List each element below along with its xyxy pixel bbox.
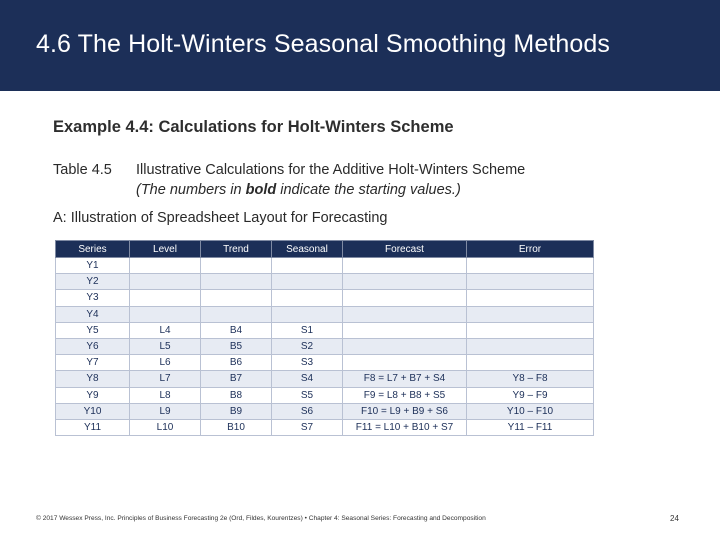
slide-title: 4.6 The Holt-Winters Seasonal Smoothing Methods [36, 30, 610, 58]
cell-level [130, 274, 201, 290]
cell-series: Y9 [56, 387, 130, 403]
table-row [56, 338, 594, 354]
table-label: Table 4.5 [53, 162, 112, 178]
cell-forecast [343, 306, 467, 322]
header-series: Series [56, 241, 130, 258]
cell-seasonal: S6 [272, 403, 343, 419]
cell-seasonal: S2 [272, 338, 343, 354]
cell-trend [201, 274, 272, 290]
cell-seasonal [272, 274, 343, 290]
table-row [56, 419, 594, 435]
cell-seasonal: S1 [272, 322, 343, 338]
cell-trend: B4 [201, 322, 272, 338]
cell-series: Y2 [56, 274, 130, 290]
cell-seasonal: S4 [272, 371, 343, 387]
table-row [56, 290, 594, 306]
table-note-bold: bold [245, 182, 277, 198]
cell-trend: B10 [201, 419, 272, 435]
cell-forecast [343, 290, 467, 306]
section-heading: A: Illustration of Spreadsheet Layout for Forecasting [53, 210, 388, 226]
cell-series: Y4 [56, 306, 130, 322]
cell-error [467, 338, 594, 354]
cell-series: Y5 [56, 322, 130, 338]
footer-citation: © 2017 Wessex Press, Inc. Principles of Business Forecasting 2e (Ord, Fildes, Kourentzes) • Chapter 4: Seasonal Series: Forecasting and Decomposition [36, 515, 486, 522]
cell-forecast [343, 355, 467, 371]
cell-error: Y10 – F10 [467, 403, 594, 419]
cell-error [467, 355, 594, 371]
cell-error [467, 306, 594, 322]
cell-forecast [343, 274, 467, 290]
cell-level: L5 [130, 338, 201, 354]
cell-trend [201, 258, 272, 274]
cell-error: Y11 – F11 [467, 419, 594, 435]
header-seasonal: Seasonal [272, 241, 343, 258]
cell-forecast [343, 322, 467, 338]
cell-forecast: F10 = L9 + B9 + S6 [343, 403, 467, 419]
cell-trend: B9 [201, 403, 272, 419]
cell-series: Y1 [56, 258, 130, 274]
cell-forecast [343, 258, 467, 274]
cell-series: Y6 [56, 338, 130, 354]
table-row [56, 403, 594, 419]
page-number: 24 [670, 514, 679, 523]
header-level: Level [130, 241, 201, 258]
cell-trend: B6 [201, 355, 272, 371]
cell-level: L6 [130, 355, 201, 371]
cell-error [467, 274, 594, 290]
cell-error: Y8 – F8 [467, 371, 594, 387]
cell-trend: B7 [201, 371, 272, 387]
cell-level: L10 [130, 419, 201, 435]
cell-seasonal [272, 258, 343, 274]
cell-series: Y8 [56, 371, 130, 387]
cell-seasonal: S3 [272, 355, 343, 371]
cell-level: L7 [130, 371, 201, 387]
cell-seasonal: S7 [272, 419, 343, 435]
cell-trend: B5 [201, 338, 272, 354]
cell-forecast: F11 = L10 + B10 + S7 [343, 419, 467, 435]
cell-series: Y3 [56, 290, 130, 306]
table-row [56, 274, 594, 290]
table-note-suffix: indicate the starting values.) [276, 182, 461, 198]
cell-level: L4 [130, 322, 201, 338]
table-row [56, 322, 594, 338]
header-error: Error [467, 241, 594, 258]
table-header-row [56, 241, 594, 258]
cell-error [467, 322, 594, 338]
cell-error [467, 290, 594, 306]
cell-seasonal [272, 306, 343, 322]
table-row [56, 371, 594, 387]
table-note [136, 182, 461, 198]
title-bar [0, 0, 720, 91]
cell-seasonal: S5 [272, 387, 343, 403]
cell-level: L9 [130, 403, 201, 419]
header-forecast: Forecast [343, 241, 467, 258]
cell-level [130, 306, 201, 322]
table-body [56, 258, 594, 436]
table-title: Illustrative Calculations for the Additive Holt-Winters Scheme [136, 162, 526, 178]
cell-trend: B8 [201, 387, 272, 403]
cell-series: Y10 [56, 403, 130, 419]
cell-level: L8 [130, 387, 201, 403]
cell-error [467, 258, 594, 274]
cell-seasonal [272, 290, 343, 306]
header-trend: Trend [201, 241, 272, 258]
table-row [56, 306, 594, 322]
cell-series: Y11 [56, 419, 130, 435]
cell-forecast: F8 = L7 + B7 + S4 [343, 371, 467, 387]
cell-level [130, 258, 201, 274]
cell-forecast [343, 338, 467, 354]
cell-error: Y9 – F9 [467, 387, 594, 403]
cell-series: Y7 [56, 355, 130, 371]
cell-trend [201, 306, 272, 322]
cell-trend [201, 290, 272, 306]
table-row [56, 258, 594, 274]
table-row [56, 355, 594, 371]
cell-forecast: F9 = L8 + B8 + S5 [343, 387, 467, 403]
table-note-prefix: (The numbers in [136, 182, 246, 198]
example-heading: Example 4.4: Calculations for Holt-Winters Scheme [53, 118, 454, 136]
cell-level [130, 290, 201, 306]
table-row [56, 387, 594, 403]
holt-winters-table [55, 240, 594, 436]
